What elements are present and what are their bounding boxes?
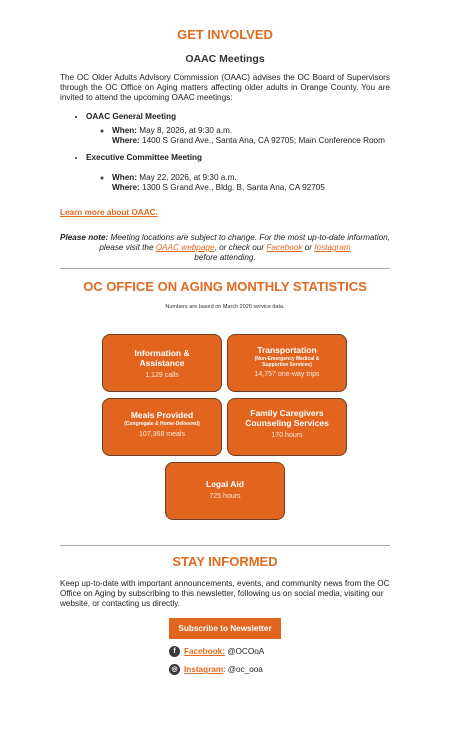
divider — [60, 545, 390, 546]
note-end: before attending. — [194, 253, 256, 262]
stat-title: Family Caregivers Counseling Services — [245, 408, 329, 428]
oaac-meetings-heading: OAAC Meetings — [185, 53, 265, 65]
meeting-details — [112, 126, 416, 146]
stat-title: Meals Provided — [130, 410, 194, 420]
subscribe-button[interactable]: Subscribe to Newsletter — [169, 618, 281, 639]
facebook-link[interactable]: Facebook: — [184, 647, 225, 656]
instagram-icon[interactable]: ◎ — [169, 664, 180, 675]
stats-note: Numbers are based on March 2026 service data. — [165, 304, 285, 310]
stat-title: Information & Assistance — [134, 348, 190, 368]
stat-subtitle: (Non-Emergency Medical & Supportive Services) — [254, 356, 320, 368]
meeting-where: 1400 S Grand Ave., Santa Ana, CA 92705; Main Conference Room — [142, 136, 385, 145]
stat-value: 1,129 calls — [145, 372, 179, 379]
meeting-item — [86, 153, 416, 193]
instagram-link[interactable]: Instagram — [184, 665, 224, 674]
learn-more-oaac-link[interactable]: Learn more about OAAC. — [60, 208, 158, 217]
where-label: Where: — [112, 183, 140, 192]
stay-informed-text: Keep up-to-date with important announcements, events, and community news from the OC Office on Aging by subscribing to this newsletter, following us on social media, visiting our website, or contacting us directly. — [60, 579, 390, 608]
stay-informed-heading: STAY INFORMED — [172, 554, 278, 569]
meeting-details — [112, 173, 416, 193]
stat-card-caregivers — [227, 398, 347, 456]
facebook-handle: @OCOoA — [227, 647, 265, 656]
get-involved-heading: GET INVOLVED — [177, 27, 273, 42]
meetings-list — [60, 112, 416, 199]
stat-card-legal-aid — [165, 462, 285, 520]
meeting-item — [86, 112, 416, 146]
when-label: When: — [112, 126, 138, 135]
note-text: Meeting locations are subject to change. For the most up-to-date information, please visit the — [99, 233, 390, 252]
stat-card-meals — [102, 398, 222, 456]
stat-value: 170 hours — [271, 432, 303, 439]
stat-card-transportation — [227, 334, 347, 392]
instagram-link[interactable]: Instagram — [314, 243, 351, 252]
where-label: Where: — [112, 136, 140, 145]
divider — [60, 268, 390, 269]
oaac-webpage-link[interactable]: OAAC webpage — [155, 243, 215, 252]
facebook-icon[interactable]: f — [169, 646, 180, 657]
stat-title: Legal Aid — [206, 479, 244, 489]
note-or-check: , or check our — [214, 243, 265, 252]
stat-value: 14,757 one-way trips — [254, 371, 320, 378]
facebook-row — [169, 646, 264, 658]
when-label: When: — [112, 173, 138, 182]
meeting-where: 1300 S Grand Ave., Bldg. B, Santa Ana, CA 92705 — [142, 183, 325, 192]
note-label: Please note: — [60, 233, 109, 242]
stats-heading: OC OFFICE ON AGING MONTHLY STATISTICS — [83, 279, 367, 294]
stat-value: 725 hours — [209, 493, 241, 500]
instagram-handle: : @oc_ooa — [223, 665, 263, 674]
meeting-name: • OAAC General Meeting — [86, 112, 177, 121]
meeting-when: May 8, 2026, at 9:30 a.m. — [139, 126, 233, 135]
stat-subtitle: (Congregate & Home-Delivered) — [124, 421, 200, 427]
stat-card-information — [102, 334, 222, 392]
oaac-intro: The OC Older Adults Advisory Commission (OAAC) advises the OC Board of Supervisors through the OC Office on Aging matters affecting older adults in Orange County. You are invited to attend the upcoming OAAC meetings: — [60, 73, 390, 102]
meeting-note — [60, 233, 390, 263]
facebook-link[interactable]: Facebook — [266, 243, 303, 252]
stat-value: 107,368 meals — [139, 431, 185, 438]
meeting-name: • Executive Committee Meeting — [86, 153, 203, 162]
note-or: or — [304, 243, 312, 252]
meeting-when: May 22, 2026, at 9:30 a.m. — [139, 173, 237, 182]
instagram-row — [169, 664, 263, 676]
stat-title: Transportation — [257, 345, 317, 355]
